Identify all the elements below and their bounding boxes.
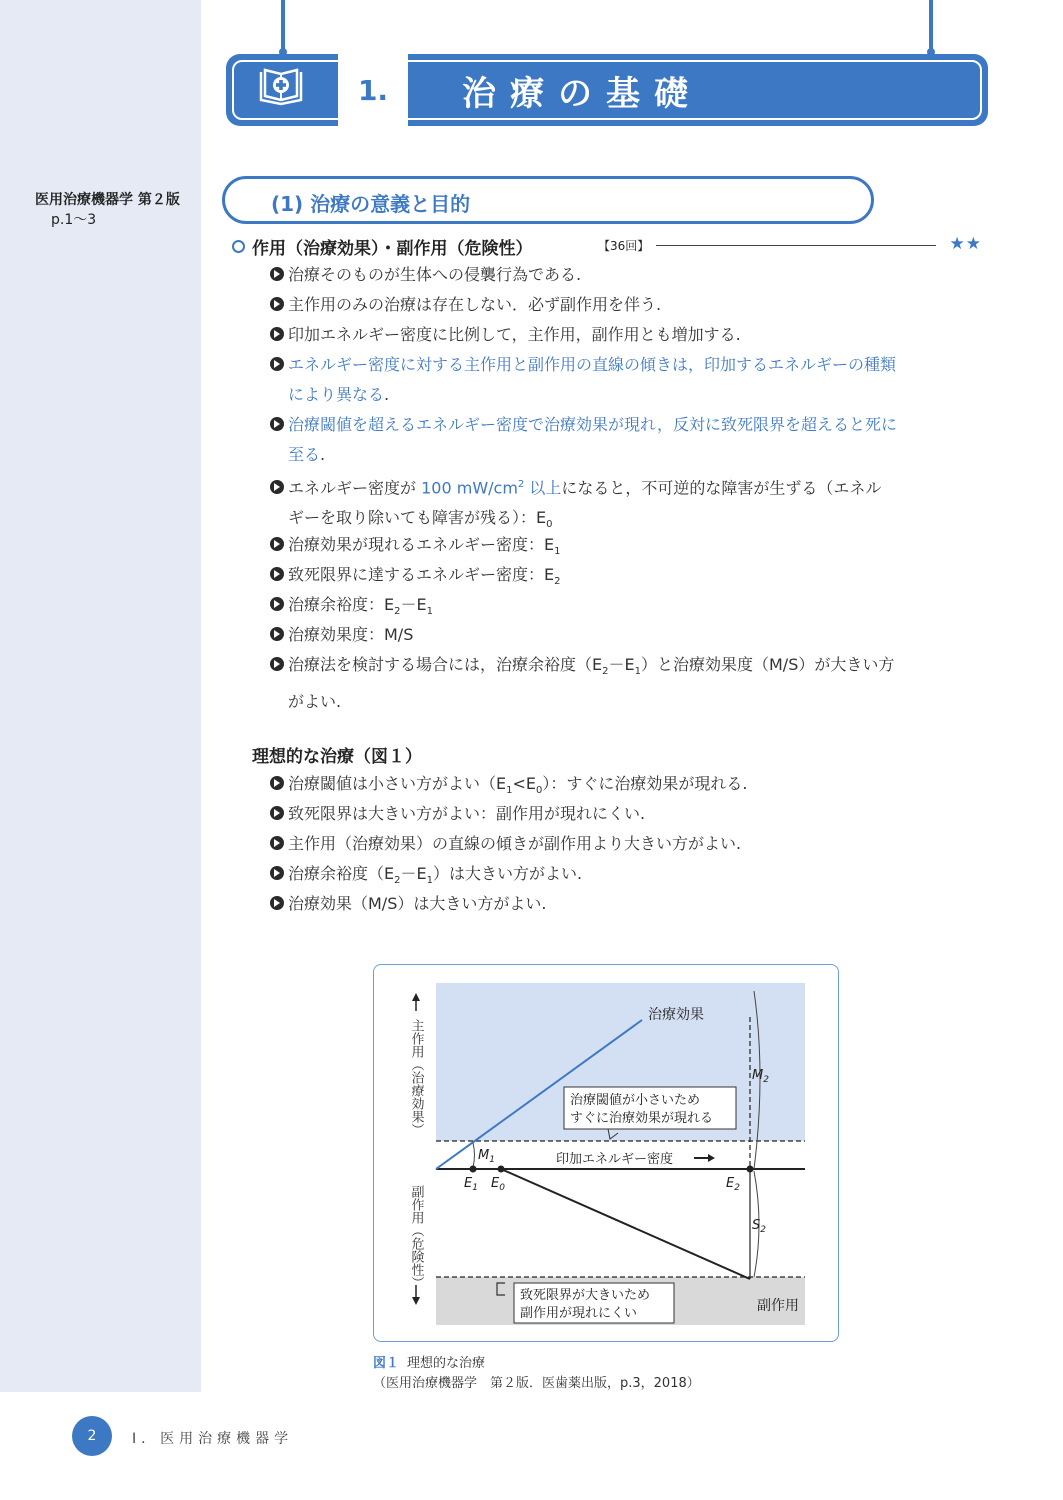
figure-diagram <box>374 965 840 1343</box>
s2-label: $S_2$ <box>752 1218 766 1235</box>
list-item: 治療閾値は小さい方がよい$(E_1<E_0)$：すぐに治療効果が現れる. <box>270 769 982 806</box>
list-item: エネルギー密度が 100 $mW/cm^2$ 以上になると，不可逆的な障害が生ずる（エネル ギーを取り除いても障害が残る）：$E_0$ <box>270 470 982 541</box>
figure-title: 理想的な治療 <box>407 1356 486 1371</box>
arrow-bullet-icon <box>270 657 284 671</box>
e0-point <box>498 1166 505 1173</box>
list-item: 印加エネルギー密度に比例して，主作用，副作用とも増加する. <box>270 320 982 350</box>
figure-source: （医用治療機器学 第２版．医歯薬出版，p.3，2018） <box>373 1376 700 1391</box>
side-effect-line <box>501 1169 750 1279</box>
yaxis-lower-label: 副作用（危険性） <box>408 1185 424 1289</box>
energy-axis-label: 印加エネルギー密度 <box>556 1152 674 1167</box>
section-title: (1) 治療の意義と目的 <box>271 192 471 216</box>
arrow-bullet-icon <box>270 597 284 611</box>
main-effect-label: 治療効果 <box>648 1007 704 1023</box>
arrow-bullet-icon <box>270 567 284 581</box>
list-item: 主作用のみの治療は存在しない．必ず副作用を伴う. <box>270 290 982 320</box>
e2-point <box>747 1166 754 1173</box>
list-item: 致死限界に達するエネルギー密度：$E_2$ <box>270 560 982 597</box>
m1-label: $M_1$ <box>478 1148 495 1165</box>
side-effect-label: 副作用 <box>757 1298 799 1314</box>
sidebar-reference <box>35 190 180 230</box>
list-item: 治療効果度：M/S <box>270 620 982 650</box>
yaxis-upper-label: 主作用（治療効果） <box>408 1019 424 1136</box>
e1-point <box>470 1166 477 1173</box>
hanger-left <box>281 0 285 52</box>
chapter-number: 1. <box>338 54 408 126</box>
list-item: 致死限界は大きい方がよい：副作用が現れにくい. <box>270 799 982 829</box>
book-icon <box>256 64 306 108</box>
ideal-heading: 理想的な治療（図１） <box>252 747 422 767</box>
importance-stars: ★★ <box>949 234 982 254</box>
m1-brace <box>473 1143 475 1167</box>
arrow-bullet-icon <box>270 537 284 551</box>
figure-1 <box>373 964 839 1342</box>
running-footer: Ⅰ．医用治療機器学 <box>132 1431 294 1447</box>
e0-label: $E_0$ <box>491 1176 505 1193</box>
circle-bullet-icon <box>232 240 245 253</box>
arrow-bullet-icon <box>270 836 284 850</box>
arrow-bullet-icon <box>270 297 284 311</box>
arrow-bullet-icon <box>270 896 284 910</box>
down-arrow-head-icon <box>412 1297 420 1305</box>
arrow-bullet-icon <box>270 806 284 820</box>
list-item: 治療そのものが生体への侵襲行為である. <box>270 260 982 290</box>
arrow-bullet-icon <box>270 627 284 641</box>
chapter-banner <box>226 54 988 126</box>
hanger-right <box>929 0 933 52</box>
lethal-note-line2: 副作用が現れにくい <box>520 1306 638 1321</box>
list-item: 治療余裕度$(E_2-E_1)$は大きい方がよい. <box>270 859 982 896</box>
e2-label: $E_2$ <box>726 1176 740 1193</box>
list-item: エネルギー密度に対する主作用と副作用の直線の傾きは，印加するエネルギーの種類 により異なる. <box>270 350 982 410</box>
sidebar-pages: p.1～3 <box>51 212 97 228</box>
lethal-note-line1: 致死限界が大きいため <box>520 1288 651 1303</box>
figure-label: 図１ <box>373 1356 400 1371</box>
list-item: 主作用（治療効果）の直線の傾きが副作用より大きい方がよい. <box>270 829 982 859</box>
figure-caption <box>373 1354 700 1394</box>
section-heading <box>222 176 874 224</box>
m2-label: $M_2$ <box>752 1068 769 1085</box>
list-item: 治療効果（M/S）は大きい方がよい. <box>270 889 982 919</box>
right-arrow-head-icon <box>708 1154 715 1162</box>
threshold-note-line2: すぐに治療効果が現れる <box>570 1111 714 1126</box>
exam-tag: 【36回】 <box>598 239 650 253</box>
list-item: 治療閾値を超えるエネルギー密度で治療効果が現れ，反対に致死限界を超えると死に 至る. <box>270 410 982 470</box>
list-item: 治療余裕度：$E_2-E_1$ <box>270 590 982 627</box>
topic-rule <box>656 245 936 246</box>
list-item: 治療効果が現れるエネルギー密度：$E_1$ <box>270 530 982 567</box>
topic-heading <box>232 234 982 258</box>
up-arrow-head-icon <box>412 993 420 1001</box>
arrow-bullet-icon <box>270 417 284 431</box>
page-number: 2 <box>72 1416 112 1456</box>
chapter-title: 治療の基礎 <box>462 73 702 114</box>
threshold-note-line1: 治療閾値が小さいため <box>570 1093 701 1108</box>
sidebar-book: 医用治療機器学 第２版 <box>35 192 180 208</box>
arrow-bullet-icon <box>270 480 284 494</box>
arrow-bullet-icon <box>270 327 284 341</box>
arrow-bullet-icon <box>270 776 284 790</box>
arrow-bullet-icon <box>270 267 284 281</box>
e1-label: $E_1$ <box>464 1176 478 1193</box>
arrow-bullet-icon <box>270 357 284 371</box>
list-item: 治療法を検討する場合には，治療余裕度$(E_2-E_1)$と治療効果度（M/S）が大きい方 がよい. <box>270 650 982 717</box>
arrow-bullet-icon <box>270 866 284 880</box>
topic-title: 作用（治療効果）・副作用（危険性） <box>252 239 533 259</box>
